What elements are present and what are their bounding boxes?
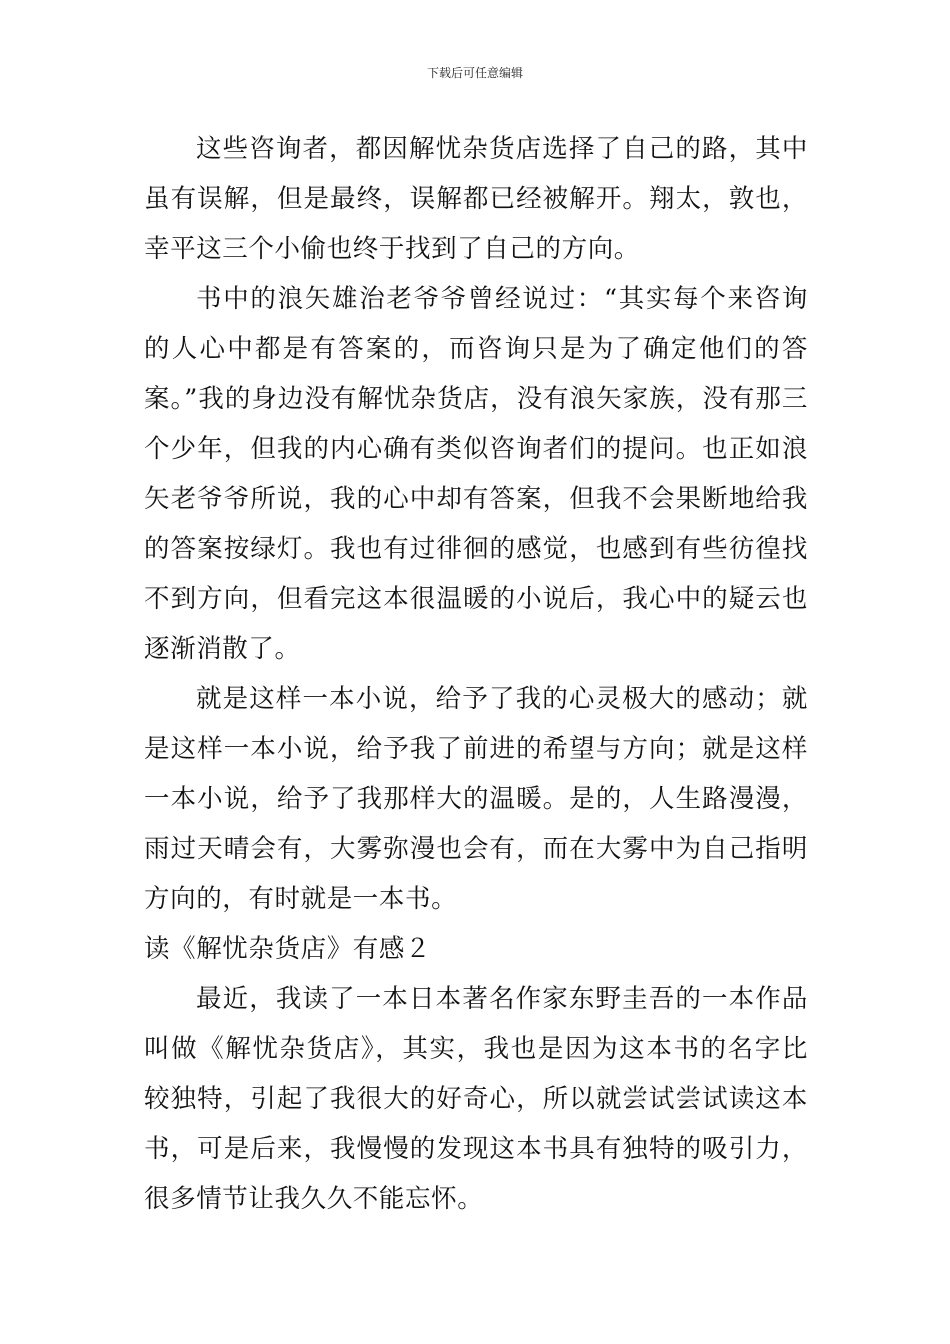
paragraph-1: 这些咨询者，都因解忧杂货店选择了自己的路，其中虽有误解，但是最终，误解都已经被解开。翔太，敦也，幸平这三个小偷也终于找到了自己的方向。 [144,134,808,264]
paragraph-2: 书中的浪矢雄治老爷爷曾经说过：“其实每个来咨询的人心中都是有答案的，而咨询只是为了确定他们的答案。”我的身边没有解忧杂货店，没有浪矢家族，没有那三个少年，但我的内心确有类似咨询者们的提问。也正如浪矢老爷爷所说，我的心中却有答案，但我不会果断地给我的答案按绿灯。我也有过徘徊的感觉，也感到有些彷徨找不到方向，但看完这本很温暖的小说后，我心中的疑云也逐渐消散了。 [144,284,808,664]
page-header: 下载后可任意编辑 [426,66,523,80]
section-heading: 读《解忧杂货店》有感２ [144,934,432,964]
paragraph-4: 最近，我读了一本日本著名作家东野圭吾的一本作品叫做《解忧杂货店》，其实，我也是因为这本书的名字比较独特，引起了我很大的好奇心，所以就尝试尝试读这本书，可是后来，我慢慢的发现这本书具有独特的吸引力，很多情节让我久久不能忘怀。 [144,984,808,1214]
paragraph-3: 就是这样一本小说，给予了我的心灵极大的感动；就是这样一本小说，给予我了前进的希望与方向；就是这样一本小说，给予了我那样大的温暖。是的，人生路漫漫，雨过天晴会有，大雾弥漫也会有，而在大雾中为自己指明方向的，有时就是一本书。 [144,684,808,914]
document-body [144,124,808,1224]
